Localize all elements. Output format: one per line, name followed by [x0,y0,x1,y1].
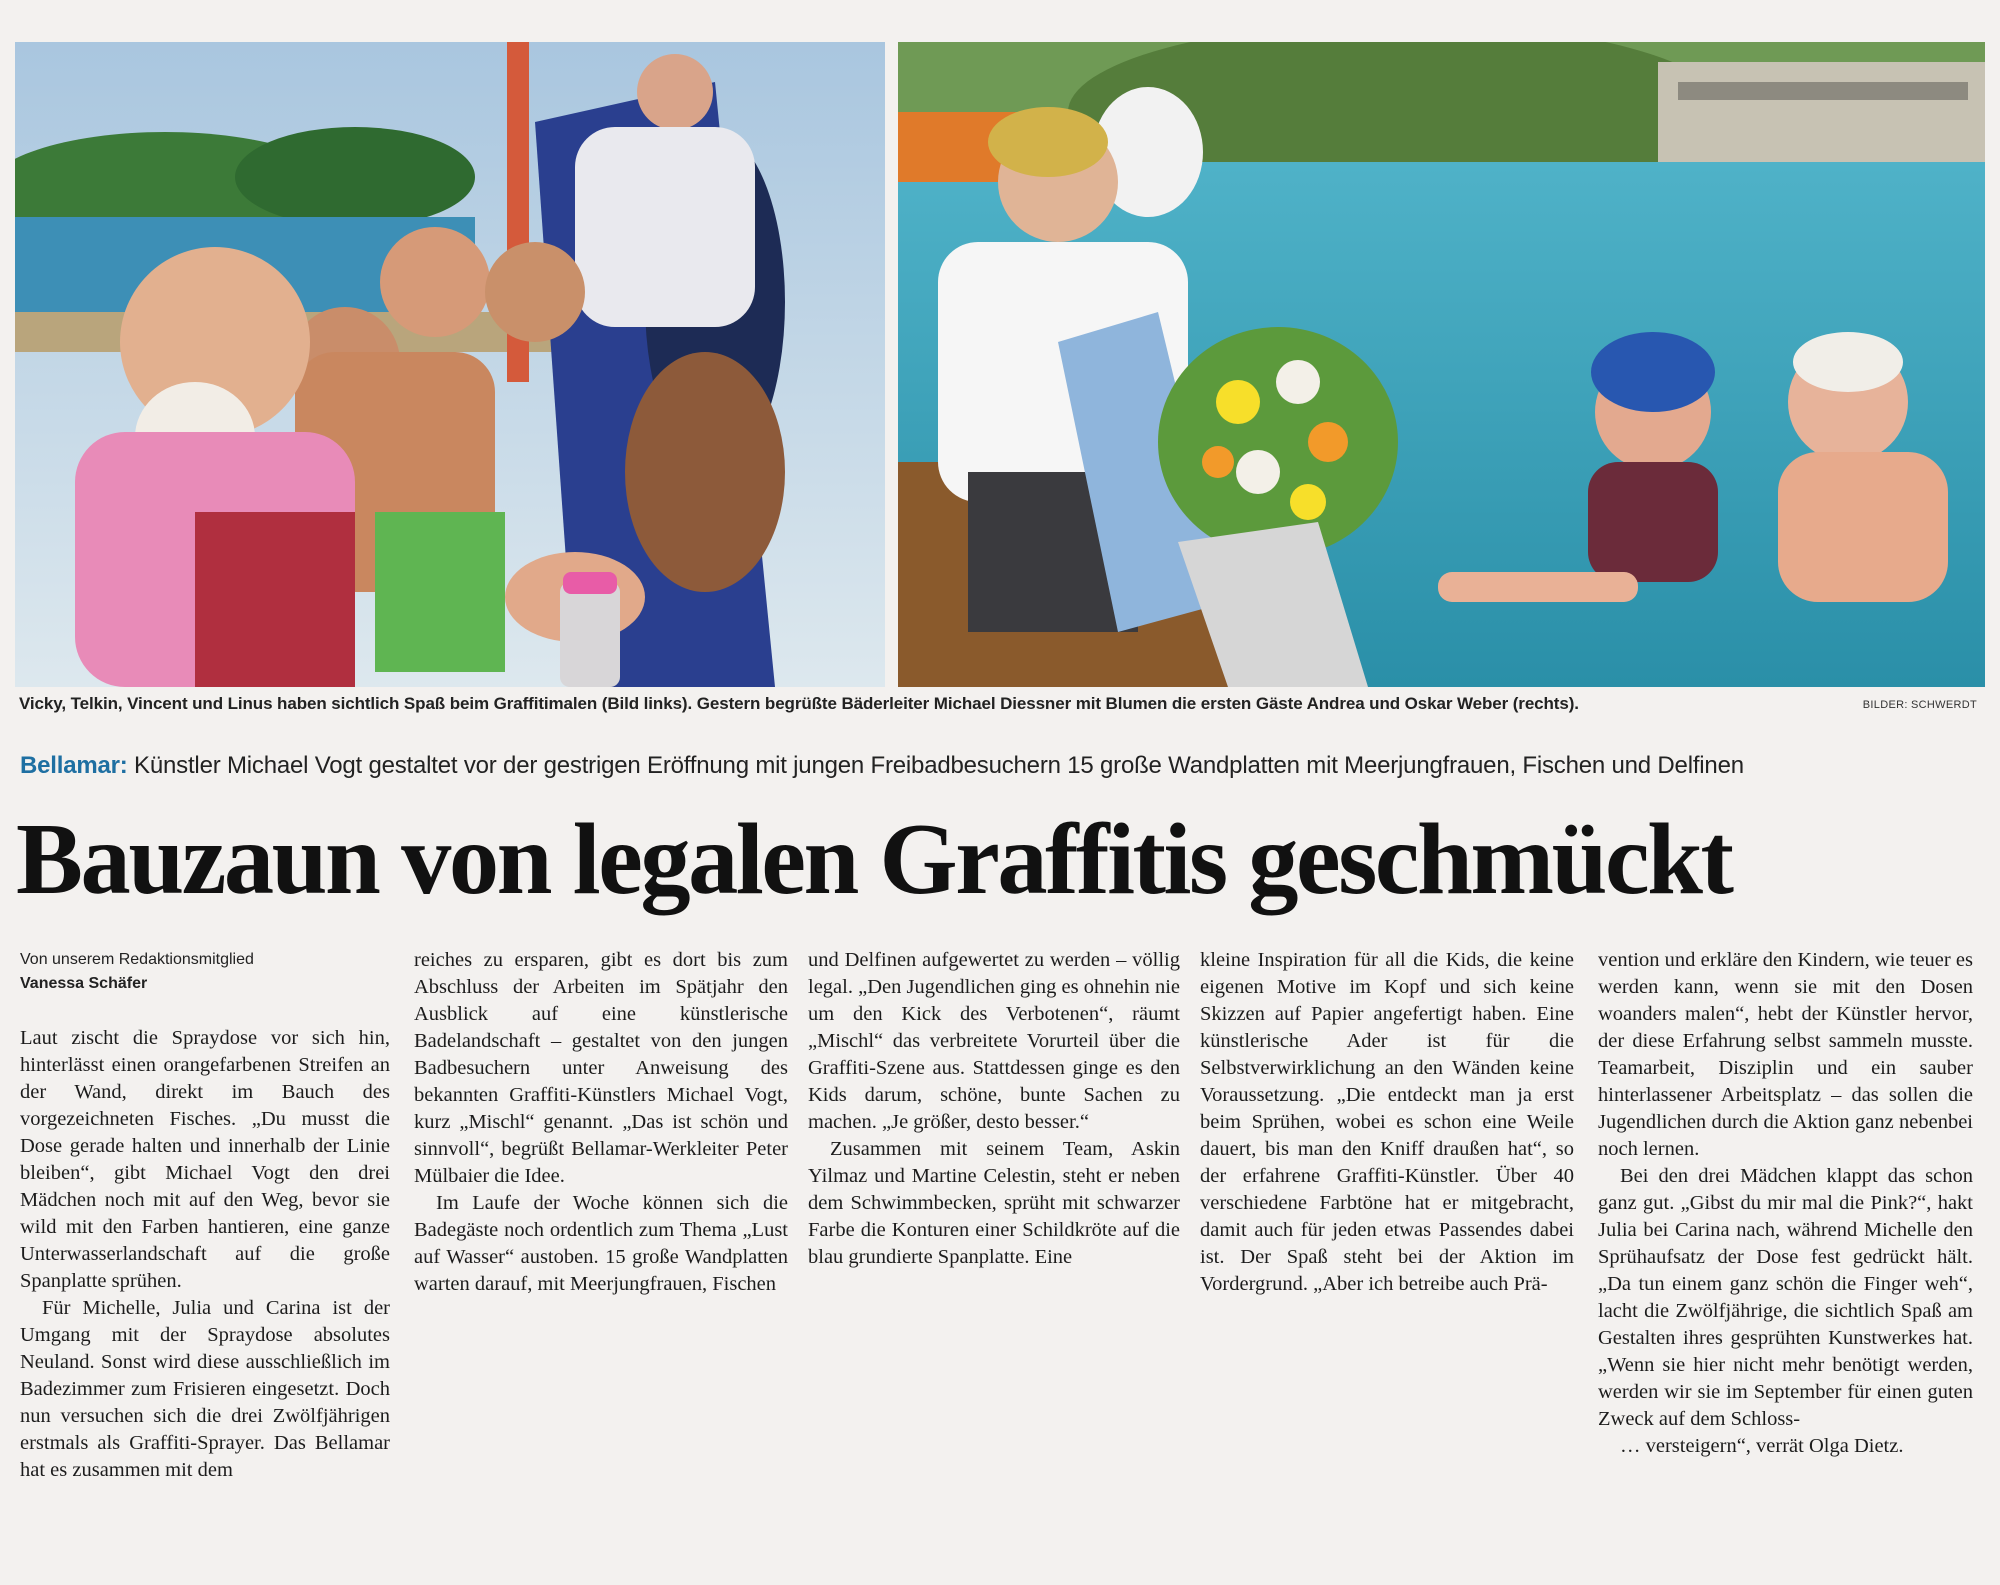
paragraph: und Delfinen aufgewertet zu werden – völlig legal. „Den Jugendlichen ging es ohnehin nie um den Kick des Verbotenen“, räumt „Mischl“ das verbreitete Vorurteil über die Graffiti-Szene aus. Stattdessen ginge es den Kids darum, schöne, bunte Sachen zu machen. „Je größer, desto besser.“ [808,949,1180,1133]
photo-caption-row [15,690,1985,720]
paragraph: vention und erkläre den Kindern, wie teuer es werden kann, wenn sie mit den Dosen woanders malen“, hebt der Künstler hervor, der diese Erfahrung selbst sammeln musste. Teamarbeit, Disziplin und ein sauber hinterlassener Arbeitsplatz – das sollen die Jugendlichen durch die Aktion ganz nebenbei noch lernen. [1598,949,1973,1160]
paragraph: Bei den drei Mädchen klappt das schon ganz gut. „Gibst du mir mal die Pink?“, hakt Julia bei Carina nach, während Michelle den Sprühaufsatz der Dose fest gedrückt hält. „Da tun einem ganz schön die Finger weh“, lacht die Zwölfjährige, die sichtlich Spaß am Gestalten ihres gesprühten Kunstwerkes hat. „Wenn sie hier nicht mehr benötigt werden, werden wir sie im September für einen guten Zweck auf dem Schloss- [1598,1165,1973,1430]
article-column-5 [1598,947,1973,1460]
photo-pool-opening [898,42,1985,687]
paragraph: Zusammen mit seinem Team, Askin Yilmaz und Martine Celestin, steht er neben dem Schwimmbecken, sprüht mit schwarzer Farbe die Konturen einer Schildkröte auf die blau grundierte Spanplatte. Eine [808,1138,1180,1268]
subheadline [20,752,1980,780]
photo-caption: Vicky, Telkin, Vincent und Linus haben sichtlich Spaß beim Graffitimalen (Bild links). Gestern begrüßte Bäderleiter Michael Diessner mit Blumen die ersten Gäste Andrea und Oskar Weber (rechts). [19,694,1579,713]
photo-credit: BILDER: SCHWERDT [1862,699,1977,711]
byline [20,948,254,996]
paragraph: … versteigern“, verrät Olga Dietz. [1620,1435,1904,1457]
byline-author: Vanessa Schäfer [20,975,148,992]
article-column-3 [808,947,1180,1271]
article-column-1 [20,1025,390,1484]
paragraph: reiches zu ersparen, gibt es dort bis zum Abschluss der Arbeiten im Spätjahr den Ausblick auf eine künstlerische Badelandschaft – gestaltet von den jungen Badbesuchern unter Anweisung des bekannten Graffiti-Künstlers Michael Vogt, kurz „Mischl“ genannt. „Das ist schön und sinnvoll“, begrüßt Bellamar-Werkleiter Peter Mülbaier die Idee. [414,949,788,1187]
paragraph: Für Michelle, Julia und Carina ist der Umgang mit der Spraydose absolutes Neuland. Sonst wird diese ausschließlich im Badezimmer zum Frisieren eingesetzt. Doch nun versuchen sich die drei Zwölfjährigen erstmals als Graffiti-Sprayer. Das Bellamar hat es zusammen mit dem [20,1297,390,1481]
paragraph: Laut zischt die Spraydose vor sich hin, hinterlässt einen orangefarbenen Streifen an der Wand, direkt im Bauch des vorgezeichneten Fisches. „Du musst die Dose gerade halten und innerhalb der Linie bleiben“, gibt Michael Vogt den drei Mädchen noch mit auf den Weg, bevor sie wild mit den Farben hantieren, eine ganze Unterwasserlandschaft auf die große Spanplatte sprühen. [20,1027,390,1292]
paragraph: Im Laufe der Woche können sich die Badegäste noch ordentlich zum Thema „Lust auf Wasser“ austoben. 15 große Wandplatten warten darauf, mit Meerjungfrauen, Fischen [414,1192,788,1295]
subheadline-text: Künstler Michael Vogt gestaltet vor der gestrigen Eröffnung mit jungen Freibadbesuchern 15 große Wandplatten mit Meerjungfrauen, Fischen und Delfinen [127,752,1744,779]
byline-intro: Von unserem Redaktionsmitglied [20,951,254,968]
headline: Bauzaun von legalen Graffitis geschmückt [16,803,1732,916]
article-column-4 [1200,947,1574,1298]
photo-graffiti-kids [15,42,885,687]
subheadline-kicker: Bellamar: [20,752,128,779]
article-column-2 [414,947,788,1298]
paragraph: kleine Inspiration für all die Kids, die keine eigenen Motive im Kopf und sich keine Skizzen auf Papier angefertigt haben. Eine künstlerische Ader ist für die Selbstverwirklichung an den Wänden keine Voraussetzung. „Die entdeckt man ja erst beim Sprühen, wobei es schon eine Weile dauert, bis man den Kniff draußen hat“, so der erfahrene Graffiti-Künstler. Über 40 verschiedene Farbtöne hat er mitgebracht, damit auch für jeden etwas Passendes dabei ist. Der Spaß steht bei der Aktion im Vordergrund. „Aber ich betreibe auch Prä- [1200,949,1574,1295]
